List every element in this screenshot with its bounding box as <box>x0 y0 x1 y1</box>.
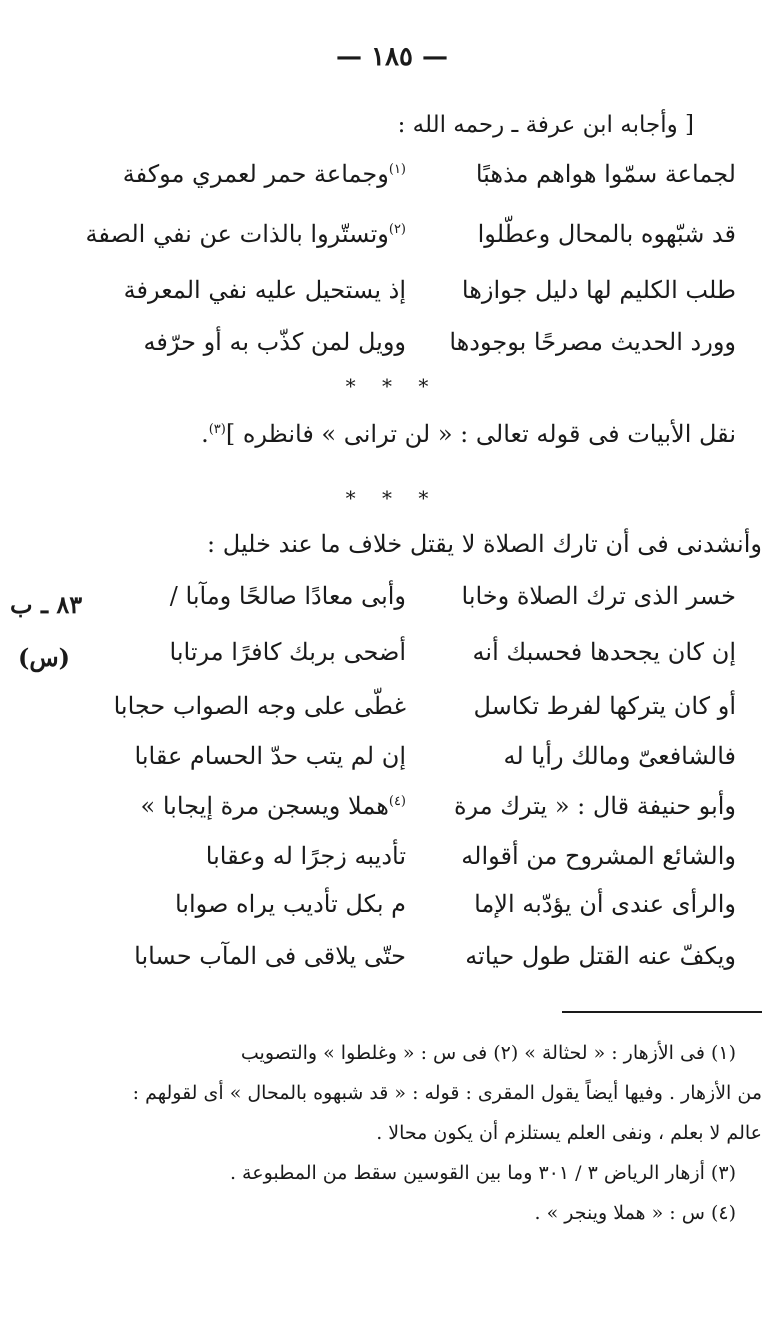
recite-line: وأنشدنى فى أن تارك الصلاة لا يقتل خلاف ما عند خليل : <box>207 530 762 558</box>
footnote-ref: (٢) <box>388 222 406 237</box>
verse-first-hemistich: فالشافعىّ ومالك رأيا له <box>503 742 736 770</box>
poem2-verse-7 <box>16 890 736 924</box>
verse-first-hemistich: إن كان يجحدها فحسبك أنه <box>472 638 736 666</box>
margin-folio-note: ٨٣ ـ ب <box>10 590 83 619</box>
section-separator: * * * <box>345 374 439 398</box>
transfer-text: نقل الأبيات فى قوله تعالى : « لن ترانى » فانظره ] <box>225 420 736 448</box>
poem2-verse-8 <box>16 942 736 976</box>
verse-second-hemistich: أضحى بربك كافرًا مرتابا <box>169 638 406 666</box>
footnote-ref: (٣) <box>208 422 226 437</box>
footnote-ref: (١) <box>388 162 406 177</box>
verse-first-hemistich: وأبو حنيفة قال : « يترك مرة <box>453 792 736 820</box>
verse-second-hemistich: وويل لمن كذّب به أو حرّفه <box>143 328 406 356</box>
verse-first-hemistich: خسر الذى ترك الصلاة وخابا <box>461 582 736 610</box>
intro-line: [ وأجابه ابن عرفة ـ رحمه الله : <box>397 112 694 138</box>
transfer-end: . <box>201 420 209 448</box>
verse-second-hemistich: حتّى يلاقى فى المآب حسابا <box>134 942 406 970</box>
transfer-line <box>201 420 736 448</box>
poem1-verse-1 <box>16 160 736 194</box>
verse-second-hemistich <box>123 160 406 188</box>
verse-first-hemistich: وورد الحديث مصرحًا بوجودها <box>449 328 736 356</box>
footnote-line-3: عالم لا بعلم ، ونفى العلم يستلزم أن يكون محالا . <box>376 1122 762 1144</box>
verse-text: وتستّروا بالذات عن نفي الصفة <box>85 220 389 248</box>
poem2-verse-6 <box>16 842 736 876</box>
verse-first-hemistich: والشائع المشروح من أقواله <box>461 842 736 870</box>
poem1-verse-4 <box>16 328 736 362</box>
footnote-line-5: (٤) س : « هملا وينجر » . <box>534 1202 736 1224</box>
poem1-verse-3 <box>16 276 736 310</box>
footnote-divider <box>562 1011 762 1013</box>
verse-first-hemistich: ويكفّ عنه القتل طول حياته <box>465 942 736 970</box>
poem2-verse-2 <box>16 638 736 672</box>
verse-second-hemistich: إن لم يتب حدّ الحسام عقابا <box>134 742 406 770</box>
footnote-line-2: من الأزهار . وفيها أيضاً يقول المقرى : قوله : « قد شبهوه بالمحال » أى لقولهم : <box>132 1082 762 1104</box>
verse-first-hemistich: طلب الكليم لها دليل جوازها <box>461 276 736 304</box>
verse-first-hemistich: قد شبّهوه بالمحال وعطّلوا <box>477 220 736 248</box>
margin-source-note: (س) <box>18 643 71 672</box>
poem2-verse-3 <box>16 692 736 726</box>
section-separator: * * * <box>345 486 439 510</box>
verse-second-hemistich: تأديبه زجرًا له وعقابا <box>205 842 406 870</box>
verse-second-hemistich: غطّى على وجه الصواب حجابا <box>113 692 406 720</box>
verse-first-hemistich: أو كان يتركها لفرط تكاسل <box>473 692 736 720</box>
verse-text: هملا ويسجن مرة إيجابا » <box>140 792 389 820</box>
verse-first-hemistich: والرأى عندى أن يؤدّبه الإما <box>474 890 736 918</box>
footnote-ref: (٤) <box>388 794 406 809</box>
verse-second-hemistich: م بكل تأديب يراه صوابا <box>174 890 406 918</box>
verse-second-hemistich: وأبى معادًا صالحًا ومآبا / <box>169 582 406 610</box>
poem2-verse-4 <box>16 742 736 776</box>
page-number: — ١٨٥ — <box>335 42 449 72</box>
verse-second-hemistich: إذ يستحيل عليه نفي المعرفة <box>123 276 406 304</box>
footnote-line-1: (١) فى الأزهار : « لحثالة » (٢) فى س : « وغلطوا » والتصويب <box>240 1042 736 1064</box>
verse-first-hemistich: لجماعة سمّوا هواهم مذهبًا <box>475 160 736 188</box>
poem2-verse-5 <box>16 792 736 826</box>
footnote-line-4: (٣) أزهار الرياض ٣ / ٣٠١ وما بين القوسين سقط من المطبوعة . <box>229 1162 736 1184</box>
verse-second-hemistich <box>141 792 406 820</box>
poem1-verse-2 <box>16 220 736 254</box>
poem2-verse-1 <box>16 582 736 616</box>
verse-second-hemistich <box>86 220 406 248</box>
verse-text: وجماعة حمر لعمري موكفة <box>122 160 389 188</box>
